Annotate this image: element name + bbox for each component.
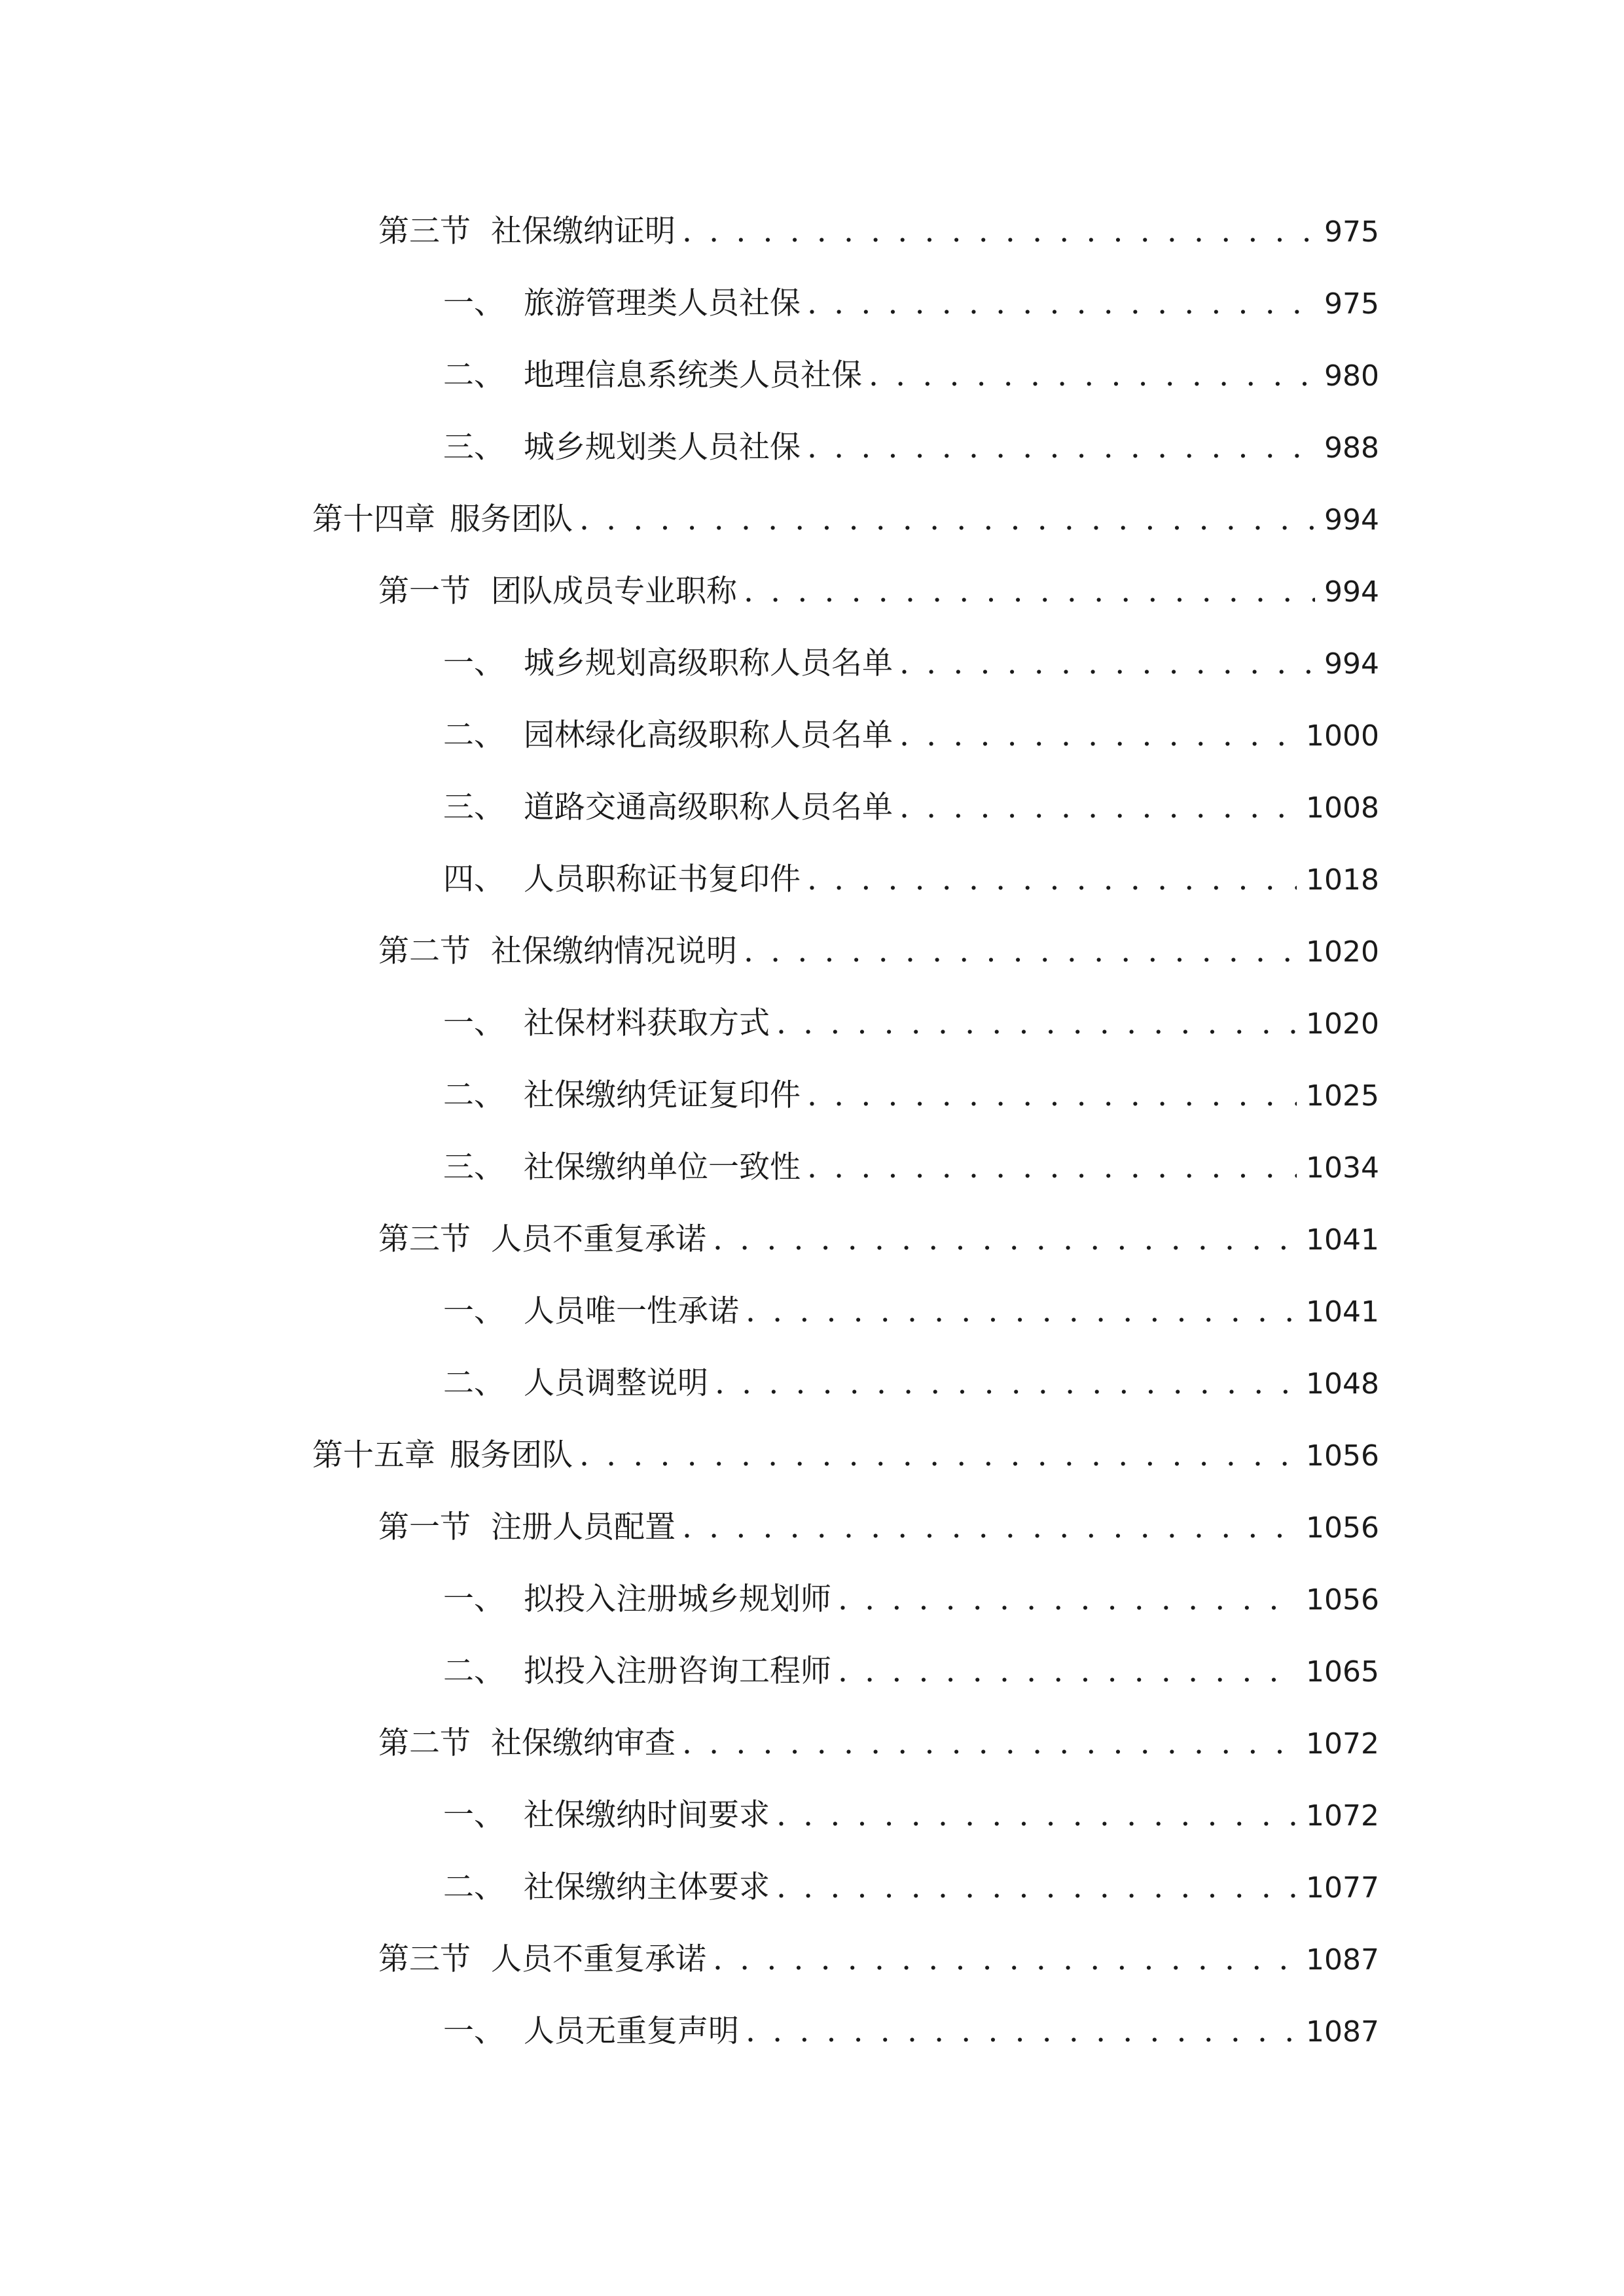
toc-entry-page-number: 975 [1324, 287, 1379, 321]
toc-entry-title: 注册人员配置 [491, 1509, 676, 1545]
toc-entry[interactable] [0, 627, 1624, 699]
toc-entry-page-number: 1020 [1306, 935, 1379, 969]
dot-leader [899, 648, 1315, 679]
toc-entry-number: 二、 [443, 717, 505, 753]
toc-entry[interactable] [0, 1563, 1624, 1635]
toc-entry-line [443, 861, 1379, 897]
toc-entry-number: 第一节 [378, 1509, 471, 1545]
toc-entry-title: 园林绿化高级职称人员名单 [524, 717, 893, 753]
dot-leader [899, 720, 1297, 751]
toc-entry[interactable] [0, 1491, 1624, 1563]
dot-leader [746, 1296, 1297, 1327]
toc-entry-page-number: 1048 [1306, 1367, 1379, 1401]
dot-leader [807, 432, 1315, 463]
toc-entry-title: 旅游管理类人员社保 [524, 285, 801, 321]
toc-entry-page-number: 1018 [1306, 863, 1379, 897]
toc-entry-title: 社保缴纳单位一致性 [524, 1149, 801, 1185]
toc-entry[interactable] [0, 843, 1624, 915]
dot-leader [744, 936, 1297, 967]
toc-entry-page-number: 975 [1324, 215, 1379, 249]
toc-entry-line [443, 717, 1379, 753]
toc-entry-title: 拟投入注册城乡规划师 [524, 1581, 831, 1617]
toc-entry[interactable] [0, 699, 1624, 771]
toc-entry-line [443, 1005, 1379, 1041]
toc-entry-title: 拟投入注册咨询工程师 [524, 1653, 831, 1689]
dot-leader [807, 1080, 1297, 1111]
dot-leader [838, 1656, 1297, 1687]
dot-leader [713, 1224, 1297, 1255]
toc-entry[interactable] [0, 915, 1624, 987]
toc-entry-title: 人员唯一性承诺 [524, 1293, 739, 1329]
toc-entry[interactable] [0, 1995, 1624, 2067]
toc-entry-title: 服务团队 [450, 1437, 573, 1473]
toc-entry-number: 二、 [443, 1653, 505, 1689]
toc-entry[interactable] [0, 1851, 1624, 1923]
toc-entry-line [378, 1725, 1379, 1761]
dot-leader [776, 1800, 1297, 1831]
dot-leader [869, 360, 1315, 391]
toc-entry-line [443, 1869, 1379, 1905]
toc-entry-page-number: 1077 [1306, 1871, 1379, 1905]
toc-entry-line [443, 2013, 1379, 2049]
toc-entry[interactable] [0, 555, 1624, 627]
toc-entry-line [443, 285, 1379, 321]
toc-entry[interactable] [0, 771, 1624, 843]
toc-entry-number: 第三节 [378, 1221, 471, 1257]
toc-entry-page-number: 1020 [1306, 1007, 1379, 1041]
toc-entry-number: 第二节 [378, 933, 471, 969]
dot-leader [746, 2016, 1297, 2047]
toc-entry-number: 一、 [443, 285, 505, 321]
toc-entry-line [378, 573, 1379, 609]
toc-entry-line [378, 1509, 1379, 1545]
toc-entry-page-number: 1041 [1306, 1295, 1379, 1329]
dot-leader [713, 1944, 1297, 1975]
toc-entry[interactable] [0, 411, 1624, 483]
dot-leader [682, 1728, 1297, 1759]
toc-entry-title: 人员职称证书复印件 [524, 861, 801, 897]
dot-leader [579, 504, 1315, 535]
toc-entry[interactable] [0, 339, 1624, 411]
dot-leader [744, 576, 1315, 607]
toc-entry-page-number: 1087 [1306, 2015, 1379, 2049]
dot-leader [807, 1152, 1297, 1183]
toc-entry-title: 社保缴纳主体要求 [524, 1869, 770, 1905]
dot-leader [715, 1368, 1297, 1399]
toc-entry-page-number: 1072 [1306, 1799, 1379, 1833]
toc-entry-number: 三、 [443, 1149, 505, 1185]
dot-leader [807, 864, 1297, 895]
toc-entry-number: 三、 [443, 429, 505, 465]
toc-entry-page-number: 1008 [1306, 791, 1379, 825]
toc-entry-title: 人员无重复声明 [524, 2013, 739, 2049]
toc-entry-title: 团队成员专业职称 [491, 573, 737, 609]
toc-entry-title: 社保缴纳凭证复印件 [524, 1077, 801, 1113]
toc-entry-page-number: 1056 [1306, 1439, 1379, 1473]
toc-entry-page-number: 1087 [1306, 1943, 1379, 1977]
toc-entry-line [443, 789, 1379, 825]
dot-leader [899, 792, 1297, 823]
toc-entry[interactable] [0, 483, 1624, 555]
toc-entry-line [443, 357, 1379, 393]
dot-leader [682, 1512, 1297, 1543]
toc-entry-line [378, 1221, 1379, 1257]
toc-entry-line [312, 1437, 1379, 1473]
toc-entry-page-number: 1072 [1306, 1727, 1379, 1761]
toc-entry-title: 人员不重复承诺 [491, 1941, 706, 1977]
toc-entry-line [378, 213, 1379, 249]
toc-entry-number: 第三节 [378, 213, 471, 249]
dot-leader [776, 1872, 1297, 1903]
toc-entry-number: 一、 [443, 1581, 505, 1617]
toc-entry-number: 二、 [443, 1365, 505, 1401]
toc-entry-number: 三、 [443, 789, 505, 825]
toc-entry[interactable] [0, 267, 1624, 339]
toc-entry-line [443, 1149, 1379, 1185]
toc-entry-number: 一、 [443, 645, 505, 681]
toc-entry[interactable] [0, 1923, 1624, 1995]
toc-entry[interactable] [0, 987, 1624, 1059]
toc-entry-line [443, 429, 1379, 465]
toc-entry[interactable] [0, 1419, 1624, 1491]
toc-entry-number: 第三节 [378, 1941, 471, 1977]
table-of-contents [0, 195, 1624, 2067]
toc-entry-line [443, 1365, 1379, 1401]
toc-entry-number: 一、 [443, 1293, 505, 1329]
toc-entry-number: 第十四章 [312, 501, 435, 537]
toc-entry-number: 二、 [443, 357, 505, 393]
toc-entry-line [443, 1653, 1379, 1689]
toc-entry-number: 第二节 [378, 1725, 471, 1761]
toc-entry-line [378, 1941, 1379, 1977]
toc-entry[interactable] [0, 1203, 1624, 1275]
toc-entry[interactable] [0, 1779, 1624, 1851]
toc-entry-title: 社保材料获取方式 [524, 1005, 770, 1041]
toc-entry-title: 社保缴纳情况说明 [491, 933, 737, 969]
toc-entry-line [443, 1797, 1379, 1833]
toc-entry[interactable] [0, 1347, 1624, 1419]
toc-entry-number: 一、 [443, 1797, 505, 1833]
toc-entry-line [443, 1077, 1379, 1113]
toc-entry-number: 一、 [443, 1005, 505, 1041]
toc-entry[interactable] [0, 195, 1624, 267]
toc-entry-number: 二、 [443, 1077, 505, 1113]
toc-entry-line [443, 1581, 1379, 1617]
toc-entry-page-number: 1041 [1306, 1223, 1379, 1257]
toc-entry-number: 一、 [443, 2013, 505, 2049]
toc-entry-page-number: 994 [1324, 503, 1379, 537]
toc-entry-line [443, 1293, 1379, 1329]
toc-entry[interactable] [0, 1635, 1624, 1707]
toc-entry-line [312, 501, 1379, 537]
toc-entry-page-number: 1000 [1306, 719, 1379, 753]
toc-entry[interactable] [0, 1275, 1624, 1347]
toc-entry-page-number: 1065 [1306, 1655, 1379, 1689]
dot-leader [579, 1440, 1297, 1471]
toc-entry-number: 第一节 [378, 573, 471, 609]
toc-entry-number: 二、 [443, 1869, 505, 1905]
toc-entry-page-number: 1056 [1306, 1511, 1379, 1545]
toc-entry-title: 地理信息系统类人员社保 [524, 357, 862, 393]
toc-entry-page-number: 988 [1324, 431, 1379, 465]
toc-entry-title: 城乡规划类人员社保 [524, 429, 801, 465]
toc-entry-title: 社保缴纳时间要求 [524, 1797, 770, 1833]
toc-entry-title: 人员不重复承诺 [491, 1221, 706, 1257]
toc-entry-title: 城乡规划高级职称人员名单 [524, 645, 893, 681]
dot-leader [838, 1584, 1297, 1615]
dot-leader [682, 216, 1315, 247]
toc-entry[interactable] [0, 1131, 1624, 1203]
toc-entry-title: 社保缴纳证明 [491, 213, 676, 249]
toc-entry-title: 社保缴纳审查 [491, 1725, 676, 1761]
dot-leader [807, 288, 1315, 319]
toc-entry-title: 人员调整说明 [524, 1365, 708, 1401]
toc-entry-number: 四、 [443, 861, 505, 897]
toc-entry[interactable] [0, 1707, 1624, 1779]
toc-entry-page-number: 1056 [1306, 1583, 1379, 1617]
toc-entry-page-number: 980 [1324, 359, 1379, 393]
toc-entry-title: 道路交通高级职称人员名单 [524, 789, 893, 825]
toc-entry-line [443, 645, 1379, 681]
toc-entry-title: 服务团队 [450, 501, 573, 537]
toc-entry-line [378, 933, 1379, 969]
dot-leader [776, 1008, 1297, 1039]
toc-entry[interactable] [0, 1059, 1624, 1131]
toc-entry-page-number: 1025 [1306, 1079, 1379, 1113]
toc-entry-page-number: 994 [1324, 647, 1379, 681]
toc-entry-number: 第十五章 [312, 1437, 435, 1473]
toc-entry-page-number: 1034 [1306, 1151, 1379, 1185]
toc-entry-page-number: 994 [1324, 575, 1379, 609]
